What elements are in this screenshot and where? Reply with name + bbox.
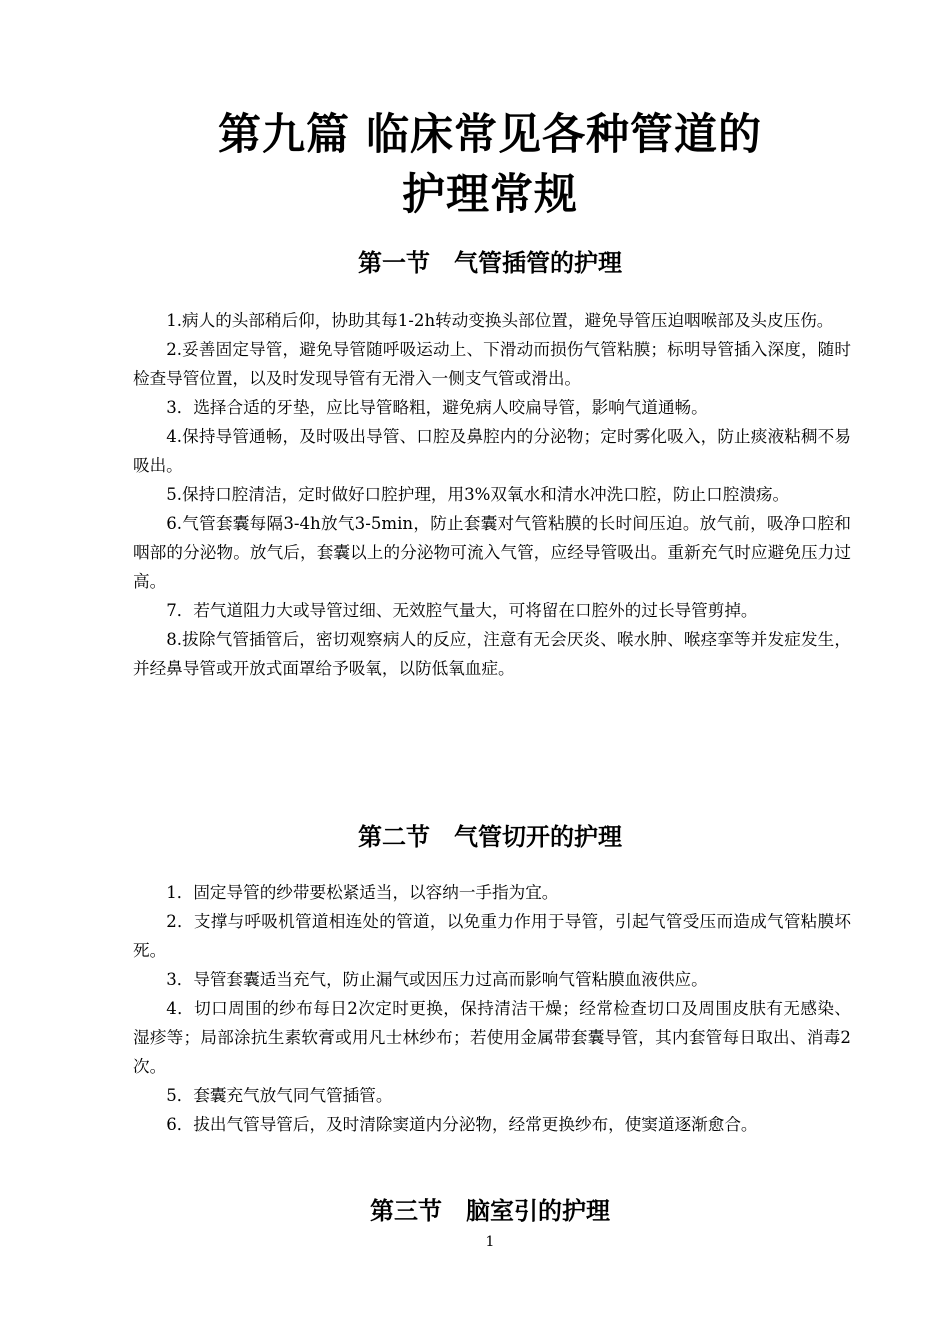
section-1-paragraph-6: 6.气管套囊每隔3-4h放气3-5min，防止套囊对气管粘膜的长时间压迫。放气前，吸净口腔和咽部的分泌物。放气后，套囊以上的分泌物可流入气管，应经导管吸出。重新充气时应避免压力过高。 (133, 514, 851, 591)
section-1-paragraph-7: 7．若气道阻力大或导管过细、无效腔气量大，可将留在口腔外的过长导管剪掉。 (166, 601, 758, 620)
section-1-paragraph-1: 1.病人的头部稍后仰，协助其每1-2h转动变换头部位置，避免导管压迫咽喉部及头皮压伤。 (166, 311, 834, 330)
section-1-paragraph-8: 8.拔除气管插管后，密切观察病人的反应，注意有无会厌炎、喉水肿、喉痉挛等并发症发生，并经鼻导管或开放式面罩给予吸氧，以防低氧血症。 (133, 630, 851, 678)
section-2-body (133, 878, 851, 1139)
section-1-paragraph-3: 3．选择合适的牙垫，应比导管略粗，避免病人咬扁导管，影响气道通畅。 (166, 398, 708, 417)
section-2-paragraph-5: 5．套囊充气放气同气管插管。 (166, 1086, 393, 1105)
page-number: 1 (485, 1234, 495, 1250)
section-2-paragraph-2: 2．支撑与呼吸机管道相连处的管道，以免重力作用于导管，引起气管受压而造成气管粘膜坏死。 (133, 912, 851, 960)
section-2-paragraph-4: 4．切口周围的纱布每日2次定时更换，保持清洁干燥；经常检查切口及周围皮肤有无感染、湿疹等；局部涂抗生素软膏或用凡士林纱布；若使用金属带套囊导管，其内套管每日取出、消毒2次。 (133, 999, 851, 1076)
section-2-paragraph-6: 6．拔出气管导管后，及时清除窦道内分泌物，经常更换纱布，使窦道逐渐愈合。 (166, 1115, 758, 1134)
section-heading-1: 第一节 气管插管的护理 (358, 249, 622, 277)
section-1-paragraph-4: 4.保持导管通畅，及时吸出导管、口腔及鼻腔内的分泌物；定时雾化吸入，防止痰液粘稠不易吸出。 (133, 427, 851, 475)
section-heading-3: 第三节 脑室引的护理 (370, 1197, 610, 1225)
section-1-paragraph-2: 2.妥善固定导管，避免导管随呼吸运动上、下滑动而损伤气管粘膜；标明导管插入深度，随时检查导管位置，以及时发现导管有无滑入一侧支气管或滑出。 (133, 340, 851, 388)
section-2-paragraph-1: 1．固定导管的纱带要松紧适当，以容纳一手指为宜。 (166, 883, 559, 902)
document-title-line-2: 护理常规 (402, 170, 578, 220)
document-title-line-1: 第九篇 临床常见各种管道的 (218, 110, 762, 160)
section-2-paragraph-3: 3．导管套囊适当充气，防止漏气或因压力过高而影响气管粘膜血液供应。 (166, 970, 708, 989)
section-1-body (133, 306, 851, 683)
section-heading-2: 第二节 气管切开的护理 (358, 823, 622, 851)
section-1-paragraph-5: 5.保持口腔清洁，定时做好口腔护理，用3%双氧水和清水冲洗口腔，防止口腔溃疡。 (166, 485, 790, 504)
